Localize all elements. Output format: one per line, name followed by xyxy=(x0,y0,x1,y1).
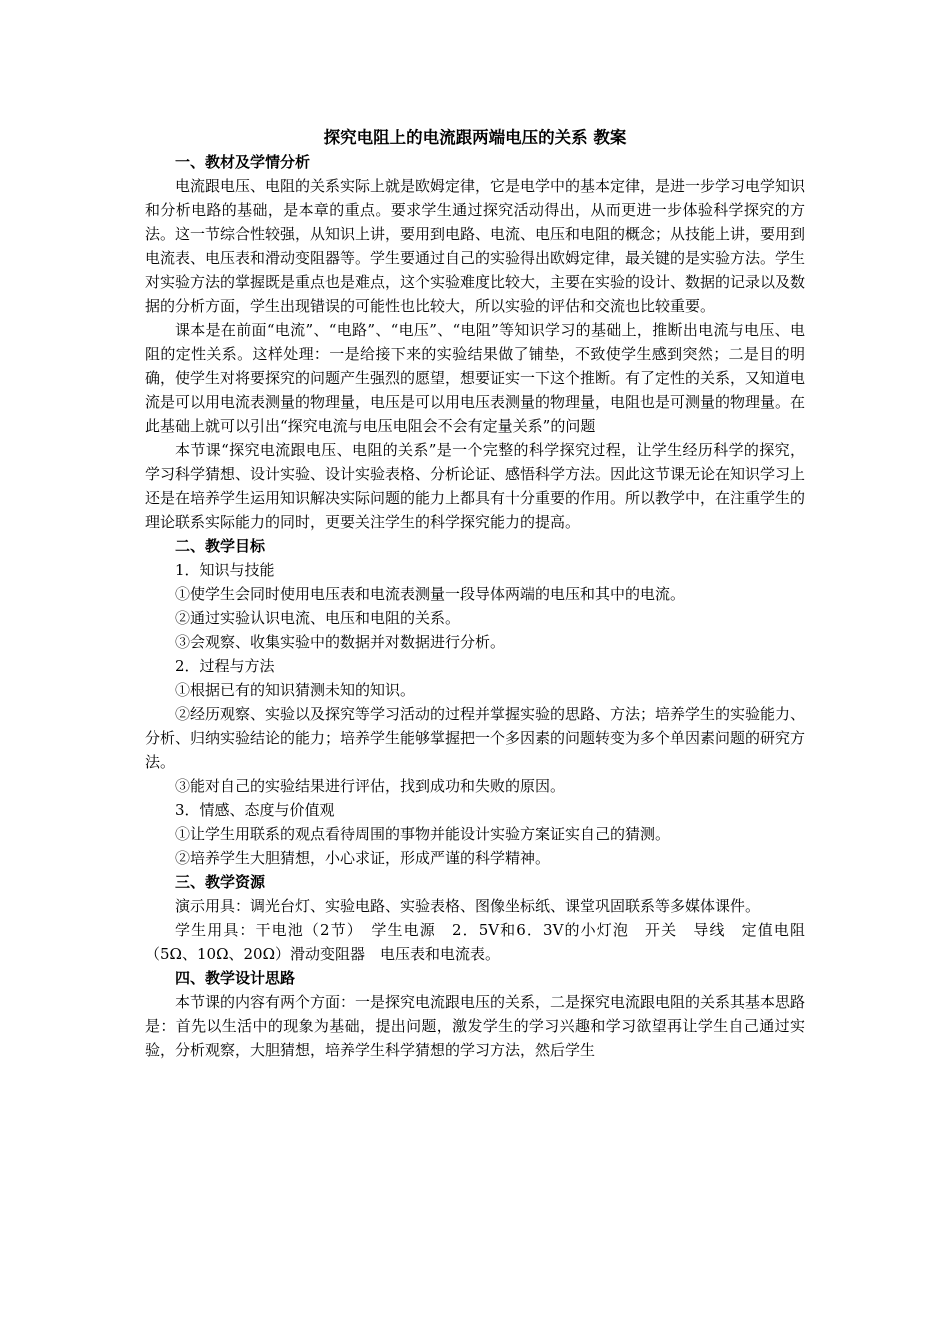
paragraph: ②经历观察、实验以及探究等学习活动的过程并掌握实验的思路、方法；培养学生的实验能力、分析、归纳实验结论的能力；培养学生能够掌握把一个多因素的问题转变为多个单因素问题的研究方法。 xyxy=(145,705,806,771)
paragraph: ①使学生会同时使用电压表和电流表测量一段导体两端的电压和其中的电流。 xyxy=(175,585,686,603)
paragraph: 2．过程与方法 xyxy=(175,657,275,675)
section-heading: 一、教材及学情分析 xyxy=(175,153,311,171)
paragraph: 3．情感、态度与价值观 xyxy=(175,801,335,819)
paragraph: 1．知识与技能 xyxy=(175,561,275,579)
document-title: 探究电阻上的电流跟两端电压的关系 教案 xyxy=(323,128,627,147)
paragraph: ②培养学生大胆猜想，小心求证，形成严谨的科学精神。 xyxy=(175,849,551,867)
section-heading: 二、教学目标 xyxy=(175,537,266,555)
section-objectives xyxy=(145,534,805,870)
paragraph: 电流跟电压、电阻的关系实际上就是欧姆定律，它是电学中的基本定律，是进一步学习电学知识和分析电路的基础，是本章的重点。要求学生通过探究活动得出，从而更进一步体验科学探究的方法。这一节综合性较强，从知识上讲，要用到电路、电流、电压和电阻的概念；从技能上讲，要用到电流表、电压表和滑动变阻器等。学生要通过自己的实验得出欧姆定律，最关键的是实验方法。学生对实验方法的掌握既是重点也是难点，这个实验难度比较大，主要在实验的设计、数据的记录以及数据的分析方面，学生出现错误的可能性也比较大，所以实验的评估和交流也比较重要。 xyxy=(145,177,806,315)
paragraph: 课本是在前面“电流”、“电路”、“电压”、“电阻”等知识学习的基础上，推断出电流与电压、电阻的定性关系。这样处理：一是给接下来的实验结果做了铺垫，不致使学生感到突然；二是目的明确，使学生对将要探究的问题产生强烈的愿望，想要证实一下这个推断。有了定性的关系，又知道电流是可以用电流表测量的物理量，电压是可以用电压表测量的物理量，电阻也是可测量的物理量。在此基础上就可以引出“探究电流与电压电阻会不会有定量关系”的问题 xyxy=(145,321,806,435)
paragraph: 本节课的内容有两个方面：一是探究电流跟电压的关系，二是探究电流跟电阻的关系其基本思路是：首先以生活中的现象为基础，提出问题，激发学生的学习兴趣和学习欲望再让学生自己通过实验，分析观察，大胆猜想，培养学生科学猜想的学习方法，然后学生 xyxy=(145,993,806,1059)
paragraph: ③能对自己的实验结果进行评估，找到成功和失败的原因。 xyxy=(175,777,566,795)
section-analysis xyxy=(145,150,805,534)
document-page xyxy=(145,126,805,1062)
section-design xyxy=(145,966,805,1062)
paragraph: ③会观察、收集实验中的数据并对数据进行分析。 xyxy=(175,633,506,651)
section-heading: 三、教学资源 xyxy=(175,873,266,891)
paragraph: ①让学生用联系的观点看待周围的事物并能设计实验方案证实自己的猜测。 xyxy=(175,825,671,843)
paragraph: ①根据已有的知识猜测未知的知识。 xyxy=(175,681,416,699)
paragraph: 学生用具：干电池（2节） 学生电源 2．5V和6．3V的小灯泡 开关 导线 定值电阻（5Ω、10Ω、20Ω）滑动变阻器 电压表和电流表。 xyxy=(145,921,805,963)
paragraph: 演示用具：调光台灯、实验电路、实验表格、图像坐标纸、课堂巩固联系等多媒体课件。 xyxy=(175,897,761,915)
section-heading: 四、教学设计思路 xyxy=(175,969,296,987)
paragraph: 本节课“探究电流跟电压、电阻的关系”是一个完整的科学探究过程，让学生经历科学的探究，学习科学猜想、设计实验、设计实验表格、分析论证、感悟科学方法。因此这节课无论在知识学习上还是在培养学生运用知识解决实际问题的能力上都具有十分重要的作用。所以教学中，在注重学生的理论联系实际能力的同时，更要关注学生的科学探究能力的提高。 xyxy=(145,441,806,531)
paragraph: ②通过实验认识电流、电压和电阻的关系。 xyxy=(175,609,461,627)
section-resources xyxy=(145,870,805,966)
